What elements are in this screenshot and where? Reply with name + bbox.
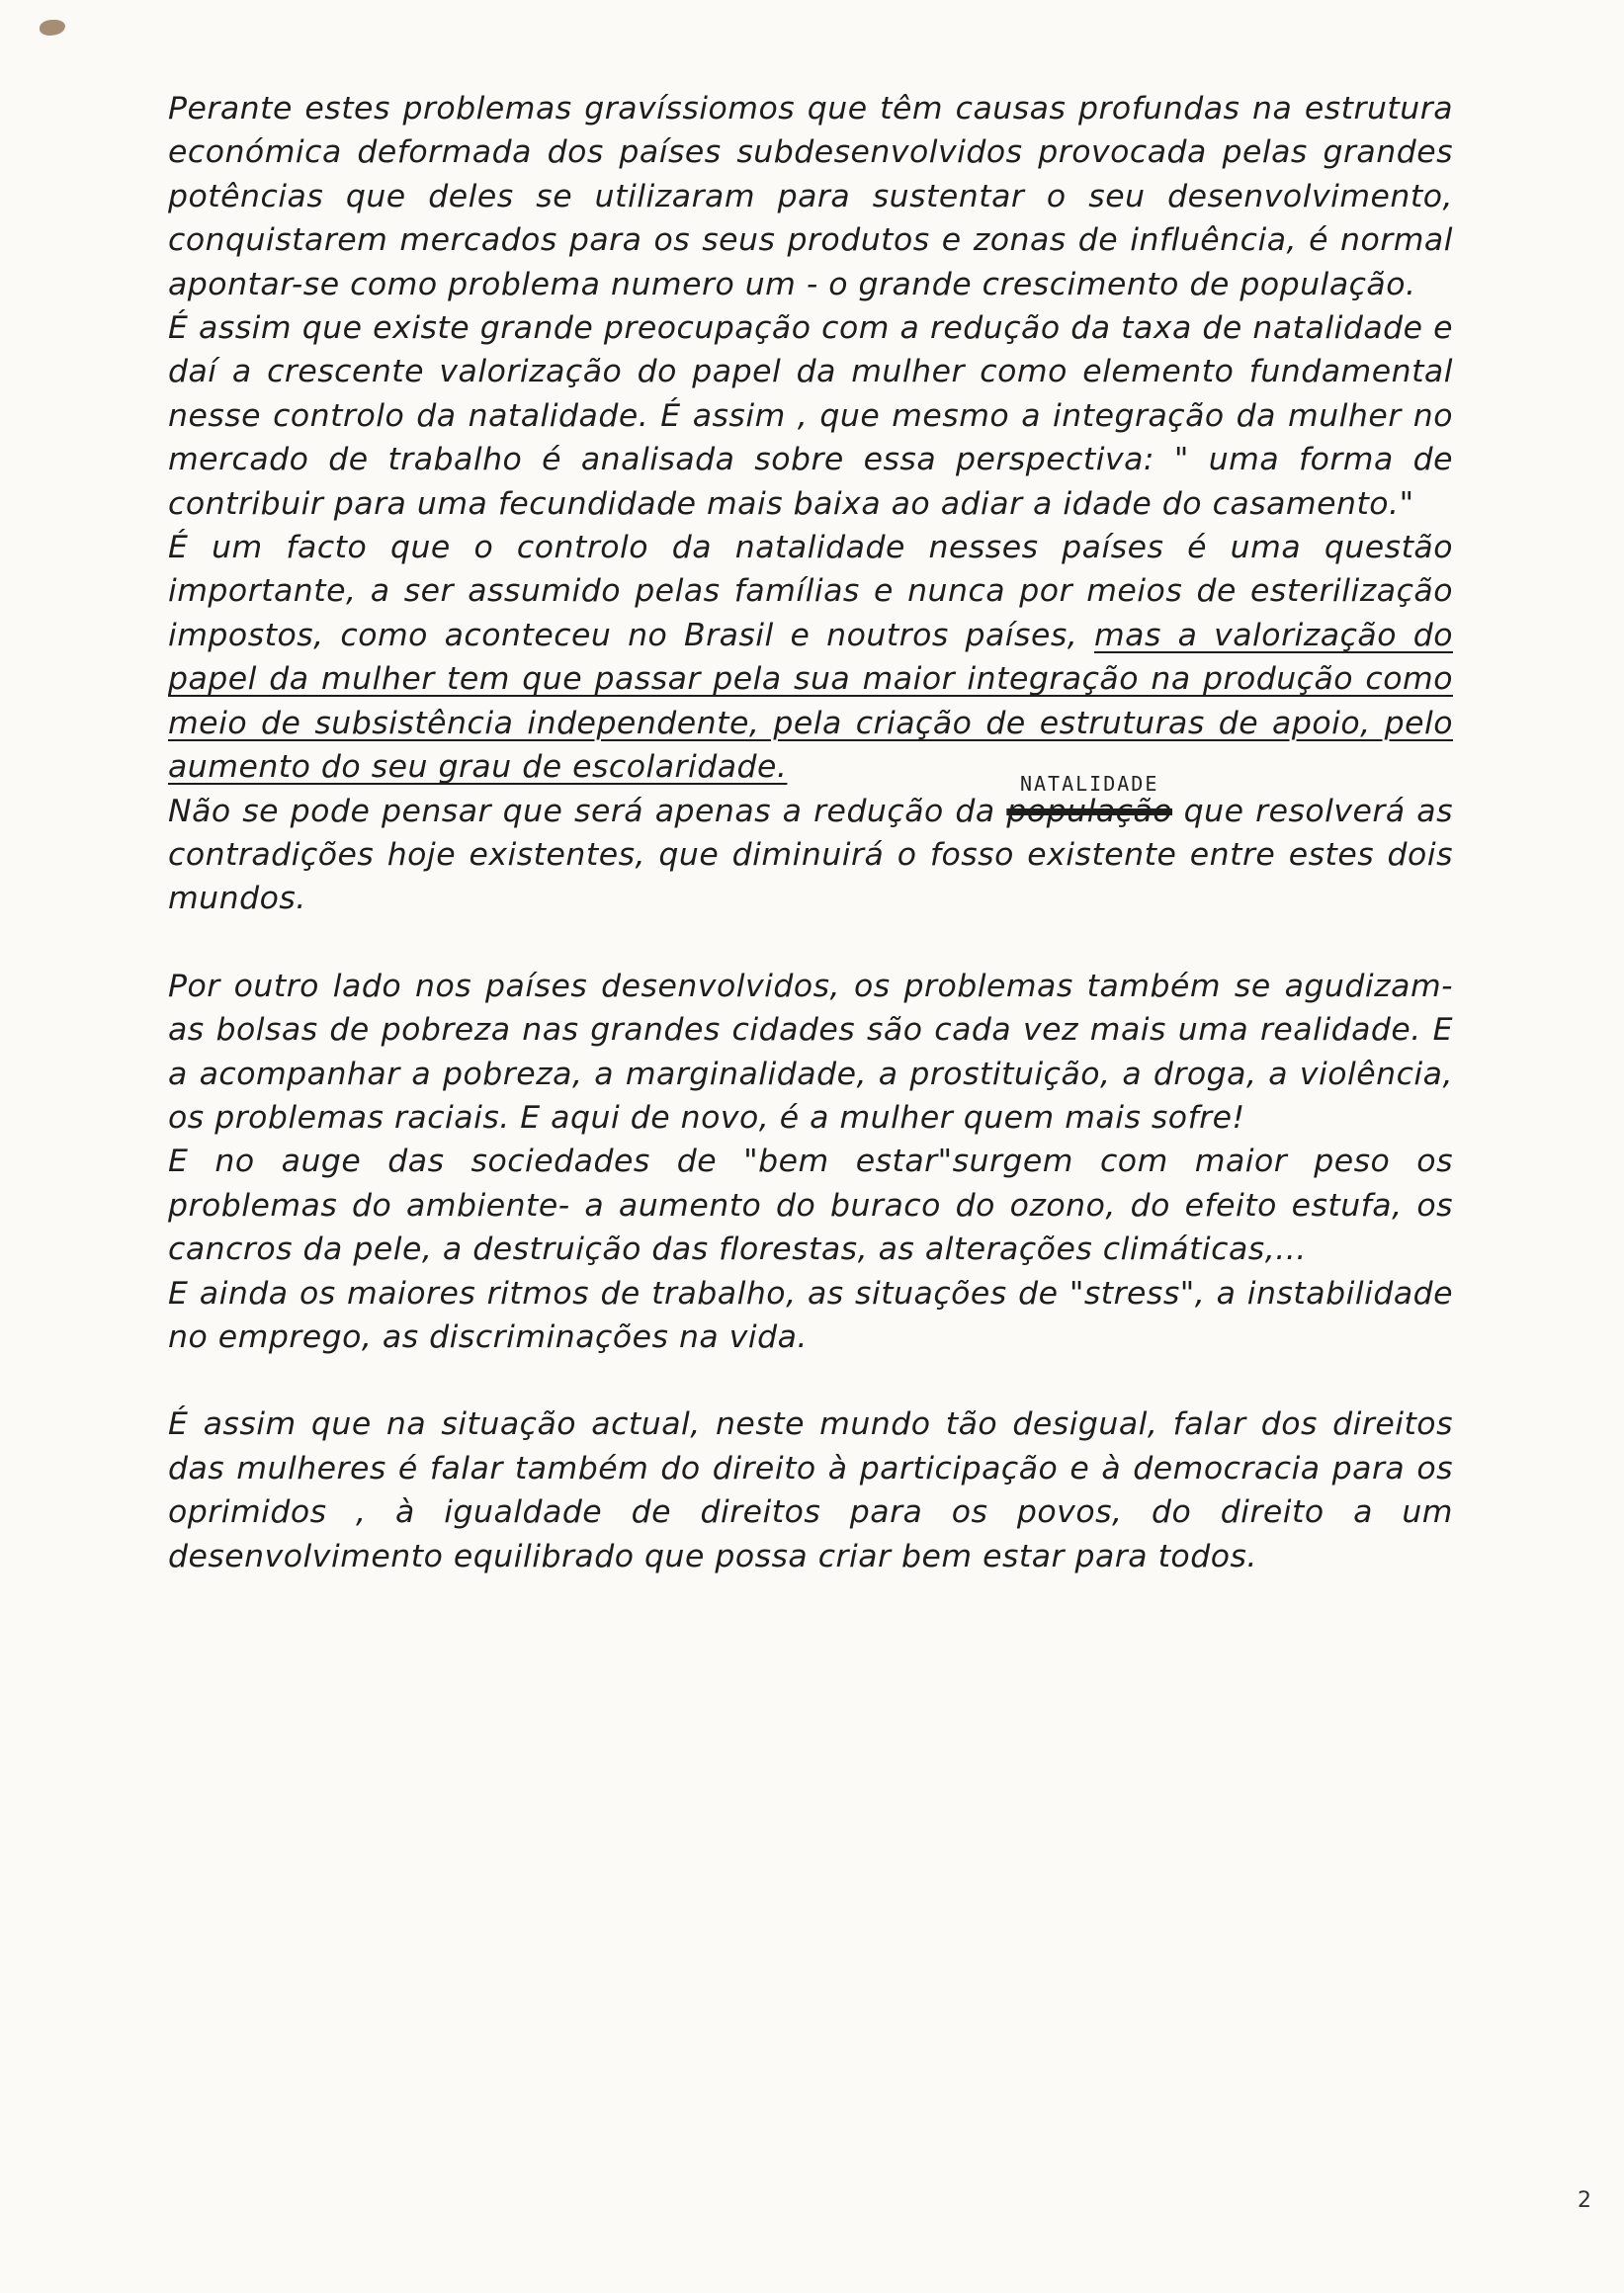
struck-word: população xyxy=(1006,793,1173,829)
paragraph-4-lead: Não se pode pensar que será apenas a redução da xyxy=(168,793,1007,829)
paragraph-3-text: É um facto que o controlo da natalidade nesses países é uma questão importante, a ser assumido pelas famílias e nunca por meios de esterilização impostos, como aconteceu no Brasil e noutros países, xyxy=(168,530,1453,653)
correction xyxy=(1006,771,1173,833)
paragraph-4 xyxy=(168,771,1453,921)
handwritten-correction: NATALIDADE xyxy=(1019,771,1159,796)
paragraph-1: Perante estes problemas gravíssiomos que têm causas profundas na estrutura económica deformada dos países subdesenvolvidos provocada pelas grandes potências que deles se utilizaram para sustentar o seu desenvolvimento, conquistarem mercados para os seus produtos e zonas de influência, é normal apontar-se como problema numero um - o grande crescimento de população. xyxy=(168,91,1453,302)
ink-stain xyxy=(40,20,65,36)
paragraph-4-rest: que resolverá as contradições hoje existentes, que diminuirá o fosso existente entre estes dois mundos. xyxy=(168,793,1453,917)
page-number: 2 xyxy=(1578,2188,1591,2213)
underlined-passage: mas a valorização do papel da mulher tem que passar pela sua maior integração na produção como meio de subsistência independente, pela criação de estruturas de apoio, pelo aumento do seu grau de escolaridade. xyxy=(168,617,1453,786)
paragraph-6: E no auge das sociedades de "bem estar"surgem com maior peso os problemas do ambiente- a aumento do buraco do ozono, do efeito estufa, os cancros da pele, a destruição das florestas, as alterações climáticas,... xyxy=(168,1144,1453,1268)
paragraph-5: Por outro lado nos países desenvolvidos, os problemas também se agudizam- as bolsas de pobreza nas grandes cidades são cada vez mais uma realidade. E a acompanhar a pobreza, a marginalidade, a prostituição, a droga, a violência, os problemas raciais. E aqui de novo, é a mulher quem mais sofre! xyxy=(168,968,1453,1136)
paragraph-3 xyxy=(168,526,1453,789)
body-text xyxy=(168,87,1453,1578)
paragraph-7: E ainda os maiores ritmos de trabalho, as situações de "stress", a instabilidade no emprego, as discriminações na vida. xyxy=(168,1275,1453,1355)
paragraph-2: É assim que existe grande preocupação com a redução da taxa de natalidade e daí a crescente valorização do papel da mulher como elemento fundamental nesse controlo da natalidade. É assim , que mesmo a integração da mulher no mercado de trabalho é analisada sobre essa perspectiva: " uma forma de contribuir para uma fecundidade mais baixa ao adiar a idade do casamento." xyxy=(168,310,1453,522)
paragraph-8: É assim que na situação actual, neste mundo tão desigual, falar dos direitos das mulheres é falar também do direito à participação e à democracia para os oprimidos , à igualdade de direitos para os povos, do direito a um desenvolvimento equilibrado que possa criar bem estar para todos. xyxy=(168,1406,1453,1574)
